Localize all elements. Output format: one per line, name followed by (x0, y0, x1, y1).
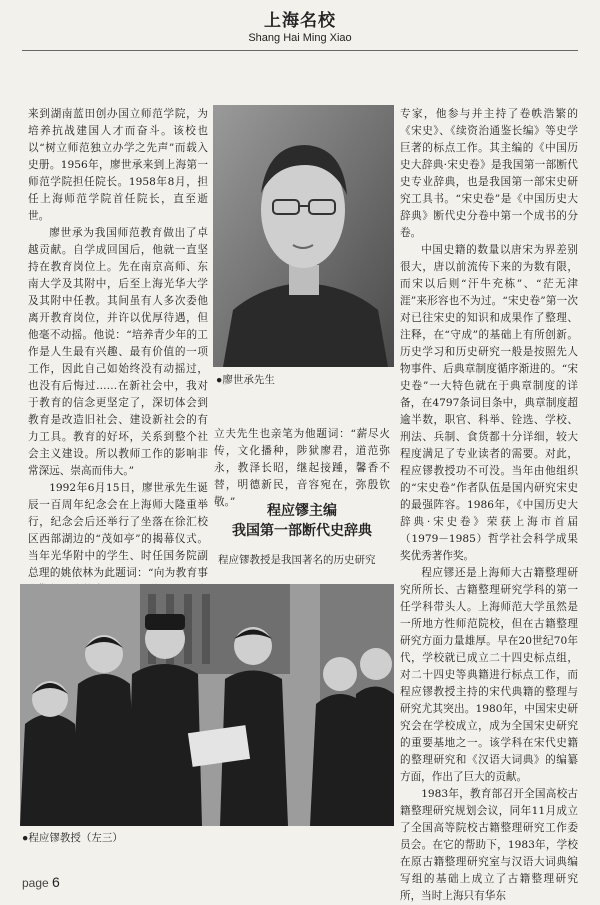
page-footer (22, 874, 60, 890)
paragraph: 廖世承为我国师范教育做出了卓越贡献。自学成回国后，他就一直坚持在教育岗位上。先在南京高师、东南大学及其附中，后至上海光华大学及其附中任教。其间虽有人多次委他离开教育岗位，并许以优厚待遇，但他毫不动摇。他说：“培养青少年的工作是人生最有兴趣、最有价值的一项工作，因此自己如始终没有动摇过，也没有后悔过……在新社会中，我对于教育的信念更坚定了，深切体会到教育是改造旧社会、建设新社会的有力工具。教育的好坏，关系到整个社会主义建设。所以教师工作的影响非常深远、崇高而伟大。” (28, 227, 208, 477)
page-number: 6 (52, 874, 60, 890)
article-lead: 程应镠教授是我国著名的历史研究 (218, 554, 376, 566)
portrait-caption: ●廖世承先生 (216, 374, 275, 386)
paragraph: 1983年，教育部召开全国高校古籍整理研究规划会议，同年11月成立了全国高等院校古籍整理研究工作委员会。在它的帮助下，1983年，学校在原古籍整理研究室与汉语大词典编写组的基础上成立了古籍整理研究所，当时上海只有华东 (400, 788, 578, 902)
right-text-column (400, 106, 578, 902)
paragraph: 立夫先生也亲笔为他题词：“薪尽火传，文化播种，陟狱廖君，道范弥永，教泽长昭，继起接踵，馨香不替，明德新民，音容宛在，弥殷钦敬。” (214, 428, 390, 508)
page-label: page (22, 876, 49, 890)
paragraph: 来到湖南蓝田创办国立师范学院，为培养抗战建国人才而奋斗。该校也以“树立师范独立办学之先声”而载入史册。1956年，廖世承来到上海第一师范学院担任院长。1958年8月，担任上海师范学院首任院长，直至逝世。 (28, 108, 208, 222)
middle-text-column (214, 426, 390, 508)
section-subtitle: Shang Hai Ming Xiao (248, 32, 352, 44)
portrait-photo (213, 105, 394, 367)
group-caption: ●程应镠教授（左三） (22, 832, 123, 844)
paragraph: 1992年6月15日，廖世承先生诞辰一百周年纪念会在上海师大隆重举行，纪念会后还举行了坐落在徐汇校区西部湖边的“茂如亭”的揭幕仪式。当年光华附中的学生、时任国务院副总理的姚依林为此题词：“向为教育事 (28, 482, 208, 579)
article-headline-line2: 我国第一部断代史辞典 (232, 522, 372, 538)
header-rule (22, 50, 578, 51)
paragraph: 中国史籍的数量以唐宋为界差别很大，唐以前流传下来的为数有限，而宋以后则“汗牛充栋”、“茫无津涯”来形容也不为过。“宋史卷”第一次对已往宋史的知识和成果作了整理、注释，在“守成”的基础上有所创新。历史学习和历史研究一般是按照先人物事件、后典章制度循序渐进的。“宋史卷”一大特色就在于典章制度的详备，在4797条词目条中，典章制度超逾半数，职官、科举、铨选、学校、刑法、兵制、食货都十分详细，较大程度满足了专业读者的需要。对此，程应镠教授功不可没。当年由他组织的“宋史卷”作者队伍是国内研究宋史的最强阵容。1986年，《中国历史大辞典·宋史卷》荣获上海市首届（1979－1985）哲学社会科学成果奖优秀著作奖。 (400, 244, 578, 562)
paragraph: 专家，他参与并主持了卷帙浩繁的《宋史》、《续资治通鉴长编》等史学巨著的标点工作。其主编的《中国历史大辞典·宋史卷》是我国第一部断代史专业辞典，也是我国第一部宋史研究工具书。“宋史卷”是《中国历史大辞典》断代史分卷中第一个成书的分卷。 (400, 108, 578, 239)
left-text-column (28, 106, 208, 579)
group-photo (20, 584, 394, 826)
article-headline-line1: 程应镠主编 (267, 502, 337, 518)
section-title: 上海名校 (264, 11, 336, 31)
magazine-header (0, 6, 600, 44)
paragraph: 程应镠还是上海师大古籍整理研究所所长、古籍整理研究学科的第一任学科带头人。上海师范大学虽然是一所地方性师范院校，但在古籍整理研究方面力量雄厚。早在20世纪70年代，学校就已成立二十四史标点组，对二十四史等典籍进行标点工作，而程应镠教授主持的宋代典籍的整理与研究尤其突出。1980年，中国宋史研究会在学校成立，成为全国宋史研究的重要基地之一。该学科在宋代史籍的整理研究和《汉语大词典》的编纂方面，作出了巨大的贡献。 (400, 567, 578, 783)
